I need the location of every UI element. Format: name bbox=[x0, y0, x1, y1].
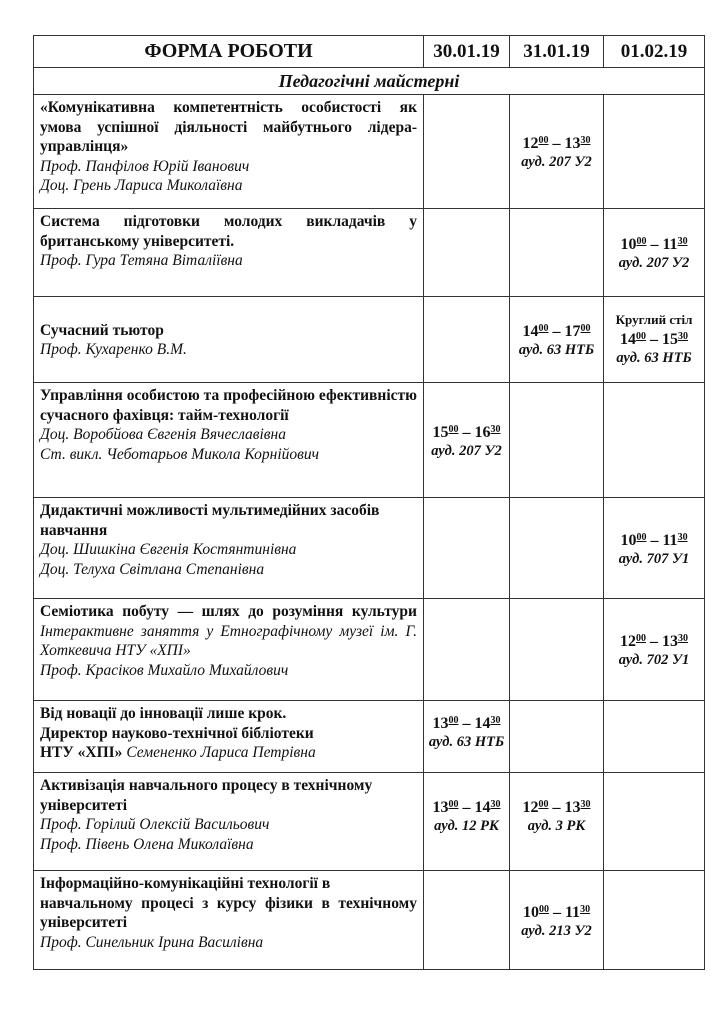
time-range: $13^{00} - 14^{30}$ bbox=[432, 799, 501, 816]
time-range: $10^{00} - 11^{30}$ bbox=[522, 903, 591, 921]
slot-cell-empty bbox=[604, 773, 705, 871]
slot-cell-empty bbox=[424, 209, 510, 297]
presenter: Доц. Грень Лариса Миколаївна bbox=[40, 177, 243, 194]
topic-title: навчальному процесі з курсу фізики в технічному університеті bbox=[40, 894, 417, 931]
presenter-line bbox=[40, 743, 417, 763]
topic-title: Семіотика побуту — шлях до розуміння культури bbox=[40, 603, 417, 620]
table-row bbox=[34, 773, 705, 871]
slot-cell-empty bbox=[424, 297, 510, 383]
topic-cell bbox=[34, 95, 424, 209]
room: ауд. 3 РК bbox=[527, 818, 586, 834]
presenter: Проф. Синельник Ірина Василівна bbox=[40, 933, 264, 951]
section-row bbox=[34, 68, 705, 95]
slot-cell bbox=[510, 773, 604, 871]
slot-cell bbox=[510, 871, 604, 970]
time-range: $10^{00} - 11^{30}$ bbox=[620, 531, 688, 549]
topic-title: Система підготовки молодих викладачів у британському університеті. bbox=[40, 213, 417, 250]
room: ауд. 63 НТБ bbox=[616, 349, 692, 366]
topic-title: Сучасний тьютор bbox=[40, 321, 164, 339]
room: ауд. 702 У1 bbox=[618, 652, 690, 668]
room: ауд. 207 У2 bbox=[521, 154, 592, 170]
column-header-form: ФОРМА РОБОТИ bbox=[34, 36, 424, 68]
organization: НТУ «ХПІ» bbox=[40, 744, 123, 761]
time-range: $12^{00} - 13^{30}$ bbox=[522, 799, 591, 816]
slot-cell bbox=[604, 599, 705, 701]
room: ауд. 207 У2 bbox=[618, 255, 690, 271]
slot-cell bbox=[604, 297, 705, 383]
presenter: Проф. Горілий Олексій Васильович bbox=[40, 816, 270, 833]
time-range: $12^{00} - 13^{30}$ bbox=[522, 135, 591, 152]
slot-cell-empty bbox=[604, 95, 705, 209]
room: ауд. 12 РК bbox=[434, 818, 499, 834]
table-row bbox=[34, 498, 705, 599]
topic-title-line: Інформаційно-комунікаційні технології в bbox=[40, 875, 331, 892]
room: ауд. 707 У1 bbox=[618, 550, 690, 567]
slot-cell bbox=[424, 773, 510, 871]
presenter: Проф. Гура Тетяна Віталіївна bbox=[40, 252, 243, 269]
table-row bbox=[34, 297, 705, 383]
topic-cell bbox=[34, 773, 424, 871]
slot-cell-empty bbox=[510, 383, 604, 498]
presenter: Ст. викл. Чеботарьов Микола Корнійович bbox=[40, 445, 320, 463]
column-header-date: 01.02.19 bbox=[604, 36, 705, 68]
table-row bbox=[34, 95, 705, 209]
presenter: Доц. Шишкіна Євгенія Костянтинівна bbox=[40, 541, 297, 558]
time-range: $13^{00} - 14^{30}$ bbox=[432, 715, 501, 732]
topic-cell bbox=[34, 599, 424, 701]
room: ауд. 63 НТБ bbox=[428, 734, 505, 750]
header-row bbox=[34, 36, 705, 68]
presenter: Доц. Телуха Світлана Степанівна bbox=[40, 560, 265, 578]
time-range: $15^{00} - 16^{30}$ bbox=[432, 423, 501, 441]
schedule-table bbox=[33, 35, 705, 970]
presenter: Проф. Красіков Михайло Михайлович bbox=[40, 661, 289, 679]
slot-cell-empty bbox=[510, 209, 604, 297]
column-header-date: 31.01.19 bbox=[510, 36, 604, 68]
presenter: Проф. Півень Олена Миколаївна bbox=[40, 835, 254, 853]
table-row bbox=[34, 871, 705, 970]
slot-cell bbox=[604, 498, 705, 599]
presenter: Семененко Лариса Петрівна bbox=[126, 744, 316, 761]
event-note: Круглий стіл bbox=[615, 311, 693, 327]
presenter: Проф. Панфілов Юрій Іванович bbox=[40, 157, 250, 175]
slot-cell bbox=[604, 209, 705, 297]
table-row bbox=[34, 701, 705, 773]
slot-cell-empty bbox=[510, 701, 604, 773]
presenter: Доц. Воробйова Євгенія Вячеславівна bbox=[40, 426, 286, 443]
section-title: Педагогічні майстерні bbox=[34, 68, 705, 95]
topic-title-line: Директор науково-технічної бібліотеки bbox=[40, 724, 314, 742]
column-header-date: 30.01.19 bbox=[424, 36, 510, 68]
room: ауд. 63 НТБ bbox=[518, 342, 595, 358]
topic-cell bbox=[34, 498, 424, 599]
topic-cell bbox=[34, 209, 424, 297]
slot-cell bbox=[510, 297, 604, 383]
topic-subtitle: Інтерактивне заняття у Етнографічному музеї ім. Г. Хоткевича НТУ «ХПІ» bbox=[40, 622, 417, 659]
topic-cell bbox=[34, 871, 424, 970]
table-row bbox=[34, 383, 705, 498]
slot-cell bbox=[424, 701, 510, 773]
topic-title: Активізація навчального процесу в технічному університеті bbox=[40, 777, 373, 814]
slot-cell bbox=[510, 95, 604, 209]
table-row bbox=[34, 209, 705, 297]
topic-title-block bbox=[40, 602, 417, 661]
time-range: $12^{00} - 13^{30}$ bbox=[620, 633, 688, 650]
slot-cell-empty bbox=[510, 498, 604, 599]
room: ауд. 213 У2 bbox=[521, 922, 592, 939]
topic-title: «Комунікативна компетентність особистості як умова успішної діяльності майбутнього лідера-управлінця» bbox=[40, 99, 417, 155]
slot-cell-empty bbox=[604, 383, 705, 498]
slot-cell-empty bbox=[424, 498, 510, 599]
time-range: $10^{00} - 11^{30}$ bbox=[620, 236, 688, 253]
slot-cell-empty bbox=[424, 599, 510, 701]
topic-title: Управління особистою та професійною ефективністю сучасного фахівця: тайм-технології bbox=[40, 387, 417, 424]
slot-cell-empty bbox=[424, 95, 510, 209]
time-range: $14^{00} - 17^{00}$ bbox=[522, 323, 591, 340]
topic-title: Від новації до інновації лише крок. bbox=[40, 705, 287, 722]
slot-cell-empty bbox=[424, 871, 510, 970]
slot-cell-empty bbox=[510, 599, 604, 701]
time-range: $14^{00} - 15^{30}$ bbox=[620, 330, 688, 348]
room: ауд. 207 У2 bbox=[431, 442, 502, 459]
slot-cell-empty bbox=[604, 701, 705, 773]
slot-cell-empty bbox=[604, 871, 705, 970]
topic-title: Дидактичні можливості мультимедійних засобів навчання bbox=[40, 502, 380, 539]
topic-cell bbox=[34, 297, 424, 383]
topic-cell bbox=[34, 383, 424, 498]
slot-cell bbox=[424, 383, 510, 498]
table-row bbox=[34, 599, 705, 701]
presenter: Проф. Кухаренко В.М. bbox=[40, 341, 187, 358]
topic-cell bbox=[34, 701, 424, 773]
